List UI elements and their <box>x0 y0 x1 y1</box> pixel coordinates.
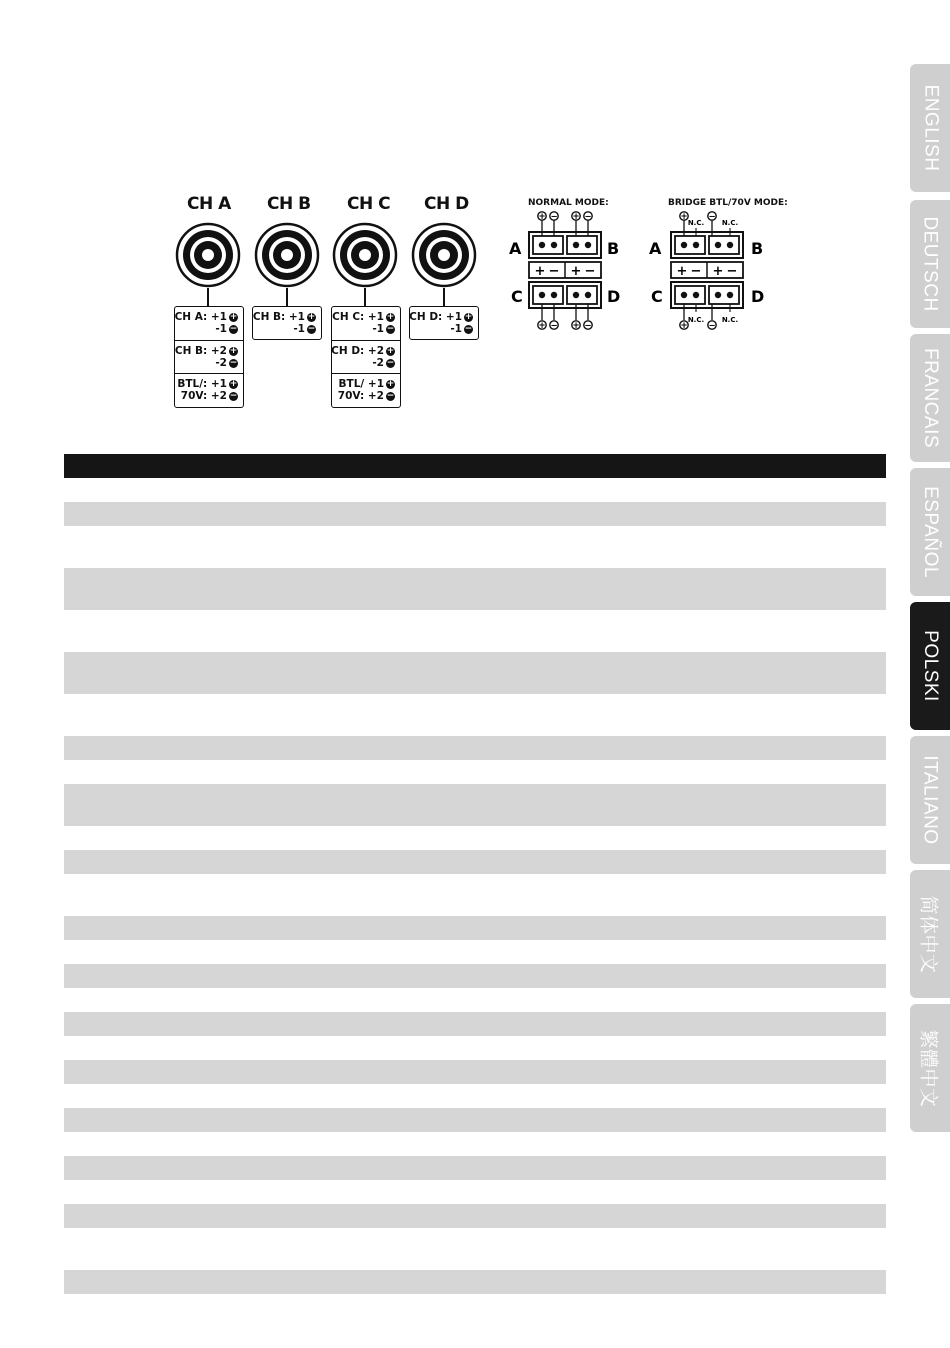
tab-label: ENGLISH <box>920 84 942 172</box>
pin-assignment-box <box>409 306 479 340</box>
terminal-letter: B <box>607 239 620 258</box>
pin-label: BTL/ +1 <box>338 378 384 390</box>
table-row <box>64 1228 886 1270</box>
minus-terminal-icon: − <box>386 323 395 334</box>
table-row <box>64 850 886 874</box>
screw-terminal-icon <box>693 242 699 248</box>
channel-title: CH A <box>187 194 231 214</box>
connector-leader-line <box>207 288 209 306</box>
table-row <box>64 736 886 760</box>
terminal-cell <box>533 286 563 304</box>
minus-terminal-icon: − <box>386 357 395 368</box>
plus-terminal-icon: + <box>386 378 395 389</box>
polarity-sign: − <box>584 264 596 279</box>
pin-group <box>175 340 243 373</box>
tab-francais[interactable] <box>910 334 950 462</box>
plus-terminal-icon: + <box>464 311 473 322</box>
terminal-letter: A <box>509 239 522 258</box>
terminal-cell <box>567 236 597 254</box>
tab-label: 简体中文 <box>917 894 939 974</box>
pin-label: -1 <box>450 323 462 335</box>
pin-line <box>177 378 238 390</box>
connector-leader-line <box>364 288 366 306</box>
screw-terminal-icon <box>727 292 733 298</box>
table-row <box>64 568 886 610</box>
pin-line <box>175 311 238 323</box>
table-row <box>64 1204 886 1228</box>
pin-group <box>332 373 400 406</box>
pin-label: CH B: +2 <box>174 345 227 357</box>
screw-terminal-icon <box>539 242 545 248</box>
table-row <box>64 1180 886 1204</box>
table-row <box>64 1270 886 1294</box>
pin-line <box>339 378 395 390</box>
table-row <box>64 874 886 916</box>
pin-line <box>215 323 238 335</box>
table-row <box>64 1108 886 1132</box>
minus-terminal-icon: − <box>229 390 238 401</box>
pin-polarity-sign: − <box>550 212 558 223</box>
pin-polarity-sign: − <box>550 321 558 332</box>
terminal-letter: C <box>651 287 663 306</box>
pin-line <box>181 390 238 402</box>
channel-title: CH B <box>267 194 311 214</box>
pin-line <box>338 390 395 402</box>
pin-line <box>372 357 395 369</box>
polarity-sign: + <box>570 264 582 279</box>
nc-label: N.C. <box>721 316 739 324</box>
terminal-cell <box>533 236 563 254</box>
pin-assignment-box <box>174 306 244 408</box>
nc-label: N.C. <box>687 316 705 324</box>
tab-label: FRANCAIS <box>920 347 942 449</box>
minus-terminal-icon: − <box>307 323 316 334</box>
pin-label: -2 <box>215 357 227 369</box>
terminal-cell <box>675 236 705 254</box>
pin-label: -1 <box>293 323 305 335</box>
terminal-letter: B <box>751 239 764 258</box>
tab-label: POLSKI <box>920 630 941 702</box>
tab-italiano[interactable] <box>910 736 950 864</box>
normal-mode-title: NORMAL MODE: <box>528 198 609 208</box>
pin-line <box>372 323 395 335</box>
polarity-sign: − <box>548 264 560 279</box>
plus-terminal-icon: + <box>386 311 395 322</box>
screw-terminal-icon <box>693 292 699 298</box>
pin-polarity-sign: + <box>538 321 546 332</box>
screw-terminal-icon <box>727 242 733 248</box>
plus-terminal-icon: + <box>307 311 316 322</box>
pin-polarity-sign: + <box>680 212 688 223</box>
plus-terminal-icon: + <box>229 378 238 389</box>
pin-group <box>332 340 400 373</box>
pin-polarity-sign: − <box>708 321 716 332</box>
minus-terminal-icon: − <box>229 323 238 334</box>
pin-label: 70V: +2 <box>180 390 227 402</box>
pin-line <box>175 345 238 357</box>
normal-mode-terminal-block <box>505 206 625 336</box>
pin-polarity-sign: − <box>708 212 716 223</box>
table-row <box>64 1060 886 1084</box>
tab-label: ITALIANO <box>920 755 942 845</box>
table-row <box>64 940 886 964</box>
spec-table <box>64 454 886 1294</box>
pin-polarity-sign: − <box>584 212 592 223</box>
pin-label: BTL/: +1 <box>177 378 227 390</box>
terminal-cell <box>709 286 739 304</box>
connector-leader-line <box>286 288 288 306</box>
screw-terminal-icon <box>715 242 721 248</box>
screw-terminal-icon <box>715 292 721 298</box>
table-row <box>64 964 886 988</box>
pin-label: CH A: +1 <box>174 311 227 323</box>
table-row <box>64 826 886 850</box>
pin-label: -1 <box>372 323 384 335</box>
minus-terminal-icon: − <box>386 390 395 401</box>
table-row <box>64 610 886 652</box>
tab-traditional-chinese[interactable] <box>910 1004 950 1132</box>
plus-terminal-icon: + <box>386 345 395 356</box>
terminal-letter: C <box>511 287 523 306</box>
pin-polarity-sign: + <box>680 321 688 332</box>
channel-title: CH D <box>424 194 469 214</box>
plus-terminal-icon: + <box>229 345 238 356</box>
pin-group <box>332 307 400 340</box>
pin-polarity-sign: − <box>584 321 592 332</box>
pin-label: CH B: +1 <box>252 311 305 323</box>
pin-line <box>409 311 473 323</box>
polarity-sign: + <box>712 264 724 279</box>
pin-group <box>175 307 243 340</box>
nc-label: N.C. <box>721 219 739 227</box>
table-row <box>64 478 886 502</box>
nc-label: N.C. <box>687 219 705 227</box>
screw-terminal-icon <box>585 292 591 298</box>
pin-label: CH D: +2 <box>331 345 384 357</box>
table-row <box>64 526 886 568</box>
terminal-letter: A <box>649 239 662 258</box>
pin-label: 70V: +2 <box>337 390 384 402</box>
bnc-connector-icon <box>175 222 241 288</box>
pin-label: CH D: +1 <box>409 311 462 323</box>
pin-assignment-box <box>252 306 322 340</box>
table-row <box>64 502 886 526</box>
pin-polarity-sign: + <box>538 212 546 223</box>
tab-polski[interactable] <box>910 602 950 730</box>
table-row <box>64 988 886 1012</box>
tab-label: ESPAÑOL <box>920 486 942 578</box>
screw-terminal-icon <box>681 242 687 248</box>
tab-english[interactable] <box>910 64 950 192</box>
terminal-cell <box>675 286 705 304</box>
tab-label: 繁體中文 <box>917 1028 939 1108</box>
table-row <box>64 1132 886 1156</box>
polarity-sign: − <box>726 264 738 279</box>
plus-terminal-icon: + <box>229 311 238 322</box>
screw-terminal-icon <box>551 292 557 298</box>
table-row <box>64 1012 886 1036</box>
bnc-connector-icon <box>254 222 320 288</box>
terminal-cell <box>567 286 597 304</box>
bridge-mode-terminal-block <box>645 206 775 336</box>
pin-line <box>332 311 395 323</box>
minus-terminal-icon: − <box>464 323 473 334</box>
pin-label: -1 <box>215 323 227 335</box>
table-row <box>64 694 886 736</box>
pin-assignment-box <box>331 306 401 408</box>
pin-group <box>175 373 243 406</box>
table-row <box>64 1036 886 1060</box>
screw-terminal-icon <box>539 292 545 298</box>
pin-line <box>293 323 316 335</box>
tab-label: DEUTSCH <box>920 216 941 312</box>
tab-deutsch[interactable] <box>910 200 950 328</box>
table-row <box>64 916 886 940</box>
table-row <box>64 784 886 826</box>
connector-leader-line <box>443 288 445 306</box>
pin-polarity-sign: + <box>572 321 580 332</box>
minus-terminal-icon: − <box>229 357 238 368</box>
polarity-sign: + <box>534 264 546 279</box>
pin-line <box>331 345 395 357</box>
tab-espanol[interactable] <box>910 468 950 596</box>
bnc-connector-icon <box>332 222 398 288</box>
pin-group <box>410 307 478 340</box>
polarity-sign: − <box>690 264 702 279</box>
pin-line <box>215 357 238 369</box>
bridge-mode-title: BRIDGE BTL/70V MODE: <box>668 198 788 208</box>
screw-terminal-icon <box>551 242 557 248</box>
bnc-connector-icon <box>411 222 477 288</box>
table-row <box>64 1156 886 1180</box>
terminal-letter: D <box>607 287 621 306</box>
screw-terminal-icon <box>573 242 579 248</box>
table-header <box>64 454 886 478</box>
pin-label: CH C: +1 <box>332 311 384 323</box>
table-row <box>64 1084 886 1108</box>
tab-simplified-chinese[interactable] <box>910 870 950 998</box>
pin-group <box>253 307 321 340</box>
channel-title: CH C <box>347 194 391 214</box>
terminal-cell <box>709 236 739 254</box>
polarity-sign: + <box>676 264 688 279</box>
pin-label: -2 <box>372 357 384 369</box>
screw-terminal-icon <box>681 292 687 298</box>
table-body <box>64 478 886 1294</box>
table-row <box>64 760 886 784</box>
screw-terminal-icon <box>585 242 591 248</box>
table-row <box>64 652 886 694</box>
terminal-letter: D <box>751 287 765 306</box>
pin-line <box>450 323 473 335</box>
pin-line <box>253 311 316 323</box>
pin-polarity-sign: + <box>572 212 580 223</box>
screw-terminal-icon <box>573 292 579 298</box>
